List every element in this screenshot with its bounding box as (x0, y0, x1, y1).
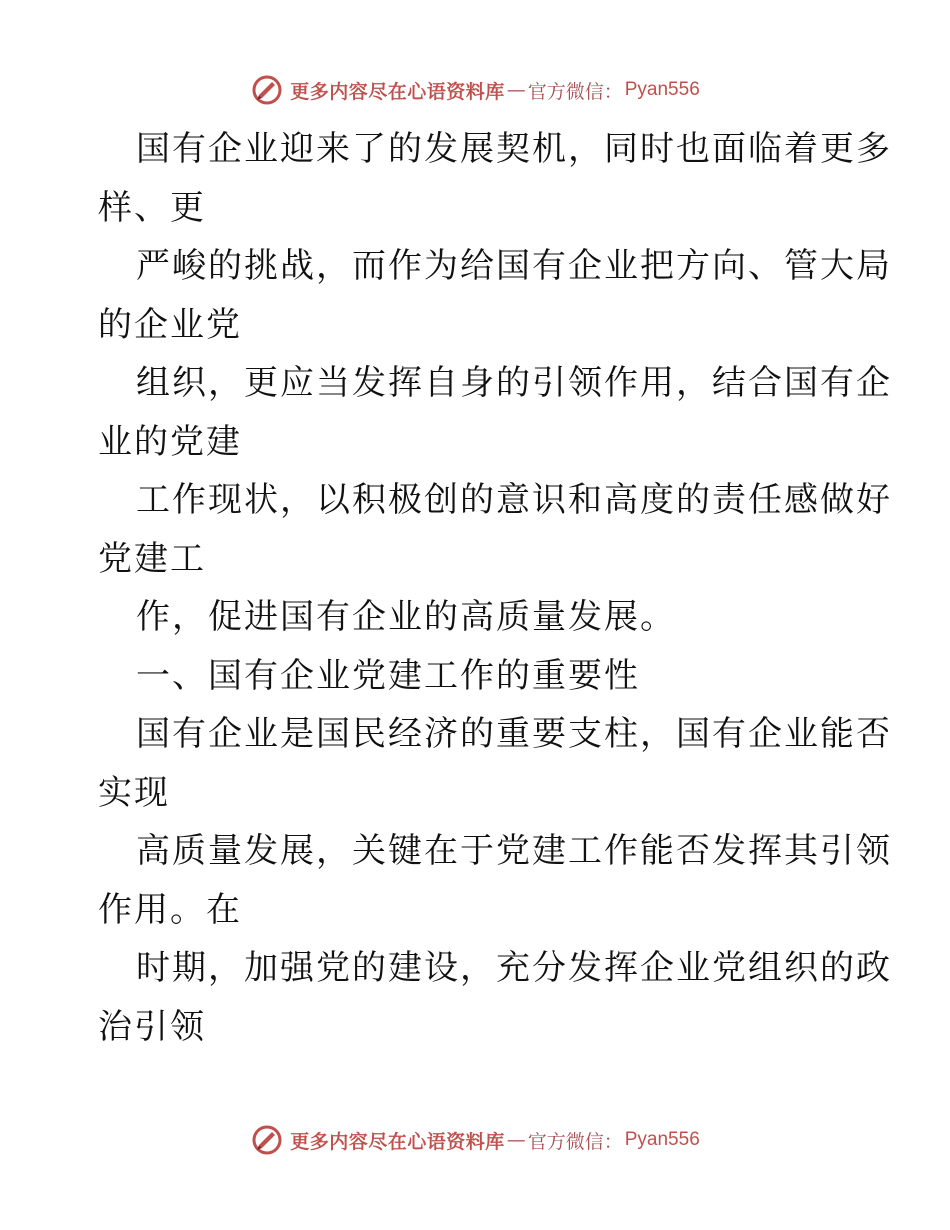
watermark-brand: 更多内容尽在心语资料库 (290, 80, 505, 103)
watermark-wechat-id: Pyan556 (624, 1129, 700, 1150)
text-line: 党建工 (98, 538, 206, 579)
text-line: 作用。在 (98, 889, 242, 930)
text-line: 时期，加强党的建设，充分发挥企业党组织的政 (136, 948, 892, 988)
text-line: 作，促进国有企业的高质量发展。 (136, 597, 676, 637)
watermark-wechat-id: Pyan556 (624, 79, 700, 100)
text-line: 实现 (98, 772, 170, 813)
section-heading: 一、国有企业党建工作的重要性 (136, 655, 640, 696)
pen-logo-icon (250, 73, 284, 107)
text-line: 的企业党 (98, 304, 242, 345)
text-line: 治引领 (98, 1006, 206, 1047)
text-line: 组织，更应当发挥自身的引领作用，结合国有企 (136, 363, 892, 403)
text-line: 严峻的挑战，而作为给国有企业把方向、管大局 (136, 246, 892, 286)
text-line: 工作现状，以积极创的意识和高度的责任感做好 (136, 480, 892, 520)
text-line: 高质量发展，关键在于党建工作能否发挥其引领 (136, 831, 892, 871)
footer-watermark (0, 1120, 950, 1160)
text-line: 业的党建 (98, 421, 242, 462)
watermark-label: 官方微信： (527, 80, 623, 103)
text-line: 国有企业迎来了的发展契机，同时也面临着更多 (136, 129, 892, 169)
watermark-label: 官方微信： (527, 1130, 623, 1153)
text-line: 样、更 (98, 187, 206, 228)
text-line: 国有企业是国民经济的重要支柱，国有企业能否 (136, 714, 892, 754)
pen-logo-icon (250, 1123, 284, 1157)
watermark-dash: — (506, 79, 526, 101)
header-watermark (0, 70, 950, 110)
watermark-dash: — (506, 1129, 526, 1151)
document-body (98, 120, 892, 1056)
watermark-brand: 更多内容尽在心语资料库 (290, 1130, 505, 1153)
